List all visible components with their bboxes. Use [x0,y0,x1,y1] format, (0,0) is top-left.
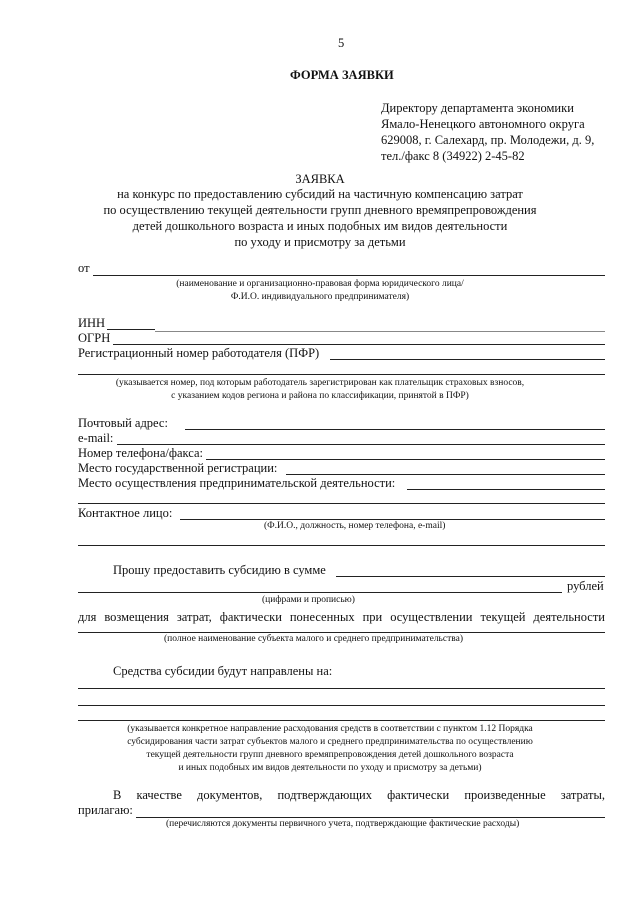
subsidy-amount-field[interactable] [336,576,605,577]
reg-number-field-line2[interactable] [78,374,605,375]
rubles-label: рублей [567,579,604,593]
subtitle-line: на конкурс по предоставлению субсидий на частичную компенсацию затрат [117,187,523,201]
attach-label: прилагаю: [78,803,133,817]
application-title: ЗАЯВКА [295,172,345,186]
documents-caption: (перечисляются документы первичного учета, подтверждающие фактические расходы) [166,819,520,829]
from-caption [0,278,640,304]
caption-line: текущей деятельности групп дневного времяпрепровождения детей дошкольного возраста [146,750,514,760]
entity-name-field[interactable] [78,632,605,633]
subsidy-amount-field-line2[interactable] [78,592,562,593]
request-text: Прошу предоставить субсидию в сумме [113,563,326,577]
ogrn-field[interactable] [113,344,605,345]
application-subtitle [0,186,640,250]
funds-direction-field-line2[interactable] [78,705,605,706]
addressee-line: Директору департамента экономики [381,101,574,115]
addressee-line: тел./факс 8 (34922) 2-45-82 [381,149,525,163]
documents-field[interactable] [136,817,605,818]
caption-line: (наименование и организационно-правовая форма юридического лица/ [176,279,464,289]
caption-line: и иных подобных им видов деятельности по уходу и присмотру за детьми) [178,763,482,773]
phone-label: Номер телефона/факса: [78,446,204,460]
email-field[interactable] [117,444,605,445]
compensation-text: для возмещения затрат, фактически понесенных при осуществлении текущей деятельности [78,610,605,624]
phone-field[interactable] [206,459,605,460]
funds-direction-caption [0,723,640,775]
subtitle-line: по уходу и присмотру за детьми [234,235,406,249]
documents-text: В качестве документов, подтверждающих фактически произведенные затраты, [113,788,605,802]
reg-number-field[interactable] [330,359,605,360]
inn-field-extension [155,331,605,332]
caption-line: субсидирования части затрат субъектов малого и среднего предпринимательства по осуществлению [127,737,533,747]
entity-name-caption: (полное наименование субъекта малого и среднего предпринимательства) [164,634,463,644]
form-title: ФОРМА ЗАЯВКИ [290,68,394,82]
amount-caption: (цифрами и прописью) [262,595,355,605]
addressee-line: 629008, г. Салехард, пр. Молодежи, д. 9, [381,133,595,147]
postal-address-field[interactable] [185,429,605,430]
email-label: e-mail: [78,431,114,445]
subtitle-line: по осуществлению текущей деятельности групп дневного времяпрепровождения [103,203,537,217]
contact-person-label: Контактное лицо: [78,506,173,520]
contact-person-field[interactable] [180,519,605,520]
from-label: от [78,261,90,275]
ogrn-label: ОГРН [78,331,111,345]
caption-line: (указывается номер, под которым работодатель зарегистрирован как плательщик страховых взносов, [115,378,525,388]
funds-direction-text: Средства субсидии будут направлены на: [113,664,333,678]
contact-person-caption: (Ф.И.О., должность, номер телефона, e-mail) [264,521,446,531]
inn-field[interactable] [107,329,155,330]
business-place-field-line2[interactable] [78,503,605,504]
funds-direction-field-line3[interactable] [78,720,605,721]
subtitle-line: детей дошкольного возраста и иных подобных им видов деятельности [132,219,508,233]
reg-number-label: Регистрационный номер работодателя (ПФР) [78,346,320,360]
state-registration-field[interactable] [286,474,605,475]
state-registration-label: Место государственной регистрации: [78,461,278,475]
caption-line: (указывается конкретное направление расходования средств в соответствии с пунктом 1.12 Порядка [127,724,533,734]
contact-person-field-line2[interactable] [78,545,605,546]
caption-line: Ф.И.О. индивидуального предпринимателя) [230,292,410,302]
funds-direction-field[interactable] [78,688,605,689]
from-field[interactable] [93,275,605,276]
page-number: 5 [338,36,345,50]
business-place-field[interactable] [407,489,605,490]
addressee-line: Ямало-Ненецкого автономного округа [381,117,585,131]
caption-line: с указанием кодов региона и района по классификации, принятой в ПФР) [171,391,469,401]
inn-label: ИНН [78,316,106,330]
reg-number-caption [0,377,640,403]
postal-address-label: Почтовый адрес: [78,416,168,430]
business-place-label: Место осуществления предпринимательской деятельности: [78,476,396,490]
